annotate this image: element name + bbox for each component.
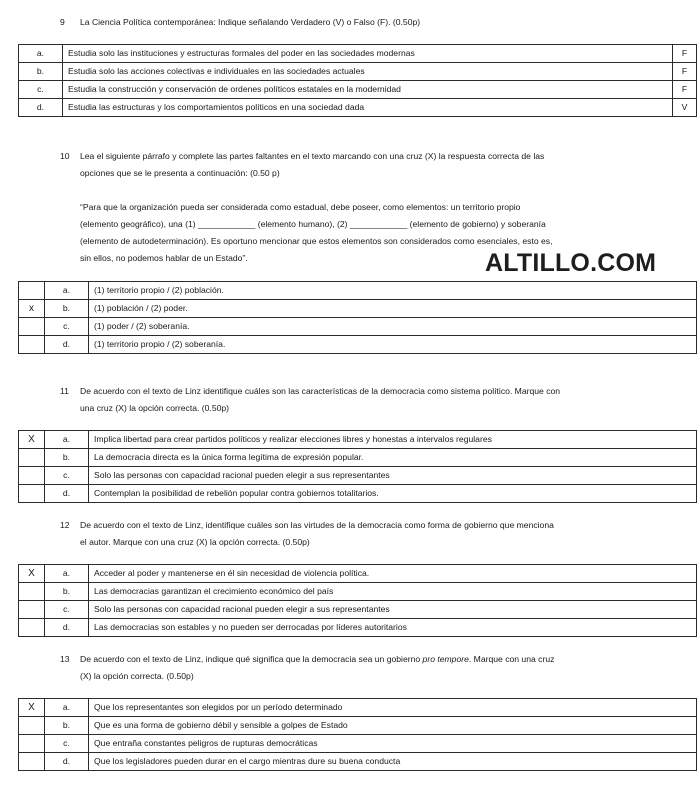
option-text: (1) poder / (2) soberanía.: [89, 318, 697, 336]
watermark-logo: ALTILLO.COM: [485, 249, 657, 277]
option-letter: c.: [45, 735, 89, 753]
question-11-header: [60, 383, 690, 417]
quote-line: (elemento de autodeterminación). Es oportuno mencionar que estos elementos son considerados como esenciales, esto es,: [80, 236, 553, 246]
answer-mark-cell[interactable]: [19, 717, 45, 735]
quote-line: sin ellos, no podemos hablar de un Estado”.: [80, 253, 248, 263]
table-row: [19, 300, 697, 318]
option-letter: c.: [45, 467, 89, 485]
table-row: [19, 565, 697, 583]
option-letter: a.: [45, 282, 89, 300]
answer-mark-cell[interactable]: [19, 619, 45, 637]
option-letter: d.: [45, 485, 89, 503]
question-text-line1: De acuerdo con el texto de Linz identifique cuáles son las características de la democracia como sistema político. Marque con: [80, 386, 561, 396]
answer-cell[interactable]: F: [673, 63, 697, 81]
option-letter: d.: [45, 619, 89, 637]
table-row: [19, 619, 697, 637]
q13-table: [18, 698, 697, 771]
option-letter: b.: [45, 583, 89, 601]
question-text-line2: el autor. Marque con una cruz (X) la opción correcta. (0.50p): [80, 537, 310, 547]
table-row: [19, 449, 697, 467]
option-text: Las democracias garantizan el crecimiento económico del país: [89, 583, 697, 601]
table-row: [19, 318, 697, 336]
table-row: [19, 81, 697, 99]
option-text: Las democracias son estables y no pueden ser derrocadas por líderes autoritarios: [89, 619, 697, 637]
quote-line: “Para que la organización pueda ser considerada como estadual, debe poseer, como elementos: un territorio propio: [80, 202, 521, 212]
table-row: [19, 601, 697, 619]
option-text: Estudia solo las acciones colectivas e individuales en las sociedades actuales: [63, 63, 673, 81]
option-text: Solo las personas con capacidad racional pueden elegir a sus representantes: [89, 467, 697, 485]
table-row: [19, 485, 697, 503]
answer-mark-cell[interactable]: x: [19, 300, 45, 318]
table-row: [19, 63, 697, 81]
question-number: 10: [60, 151, 70, 161]
option-letter: a.: [19, 45, 63, 63]
q9-table: [18, 44, 697, 117]
option-text: Solo las personas con capacidad racional pueden elegir a sus representantes: [89, 601, 697, 619]
option-letter: a.: [45, 431, 89, 449]
table-row: [19, 431, 697, 449]
option-text: Estudia la construcción y conservación de ordenes políticos estatales en la modernidad: [63, 81, 673, 99]
question-number: 13: [60, 654, 70, 664]
option-text: Que entraña constantes peligros de rupturas democráticas: [89, 735, 697, 753]
option-letter: d.: [45, 336, 89, 354]
option-letter: a.: [45, 565, 89, 583]
option-letter: b.: [45, 300, 89, 318]
question-number: 9: [60, 17, 65, 27]
option-text: La democracia directa es la única forma legítima de expresión popular.: [89, 449, 697, 467]
table-row: [19, 45, 697, 63]
q10-table: [18, 281, 697, 354]
option-letter: b.: [19, 63, 63, 81]
option-text: Estudia las estructuras y los comportamientos políticos en una sociedad dada: [63, 99, 673, 117]
option-text: Acceder al poder y mantenerse en él sin necesidad de violencia política.: [89, 565, 697, 583]
table-row: [19, 467, 697, 485]
answer-cell[interactable]: F: [673, 81, 697, 99]
answer-mark-cell[interactable]: X: [19, 699, 45, 717]
answer-mark-cell[interactable]: [19, 449, 45, 467]
option-letter: b.: [45, 449, 89, 467]
table-row: [19, 282, 697, 300]
answer-mark-cell[interactable]: [19, 601, 45, 619]
question-text-line2: una cruz (X) la opción correcta. (0.50p): [80, 403, 230, 413]
question-13-header: [60, 651, 690, 685]
option-text: Que los legisladores pueden durar en el cargo mientras dure su buena conducta: [89, 753, 697, 771]
option-letter: c.: [45, 601, 89, 619]
option-letter: c.: [19, 81, 63, 99]
answer-mark-cell[interactable]: X: [19, 431, 45, 449]
answer-mark-cell[interactable]: [19, 282, 45, 300]
question-10-header: [60, 148, 690, 182]
option-text: Que los representantes son elegidos por un período determinado: [89, 699, 697, 717]
question-text-line1-post: . Marque con una cruz: [468, 654, 555, 664]
option-text: (1) territorio propio / (2) población.: [89, 282, 697, 300]
question-text: La Ciencia Política contemporánea: Indique señalando Verdadero (V) o Falso (F). (0.50p): [80, 17, 421, 27]
answer-mark-cell[interactable]: [19, 485, 45, 503]
q11-table: [18, 430, 697, 503]
question-text-line2: opciones que se le presenta a continuación: (0.50 p): [80, 168, 280, 178]
question-12-header: [60, 517, 690, 551]
option-letter: b.: [45, 717, 89, 735]
option-text: (1) territorio propio / (2) soberanía.: [89, 336, 697, 354]
option-letter: d.: [19, 99, 63, 117]
answer-mark-cell[interactable]: X: [19, 565, 45, 583]
option-text: (1) población / (2) poder.: [89, 300, 697, 318]
question-number: 12: [60, 520, 70, 530]
quote-line: (elemento geográfico), una (1) ____________ (elemento humano), (2) ____________ (elemento de gobierno) y soberanía: [80, 219, 546, 229]
table-row: [19, 583, 697, 601]
table-row: [19, 99, 697, 117]
question-text-line1: De acuerdo con el texto de Linz, identifique cuáles son las virtudes de la democracia como forma de gobierno que menciona: [80, 520, 554, 530]
answer-cell[interactable]: V: [673, 99, 697, 117]
table-row: [19, 753, 697, 771]
q12-table: [18, 564, 697, 637]
question-number: 11: [60, 386, 69, 396]
question-text-line1: Lea el siguiente párrafo y complete las partes faltantes en el texto marcando con una cruz (X) la respuesta correcta de las: [80, 151, 545, 161]
answer-mark-cell[interactable]: [19, 318, 45, 336]
option-text: Contemplan la posibilidad de rebelión popular contra gobiernos totalitarios.: [89, 485, 697, 503]
option-letter: d.: [45, 753, 89, 771]
answer-mark-cell[interactable]: [19, 735, 45, 753]
question-text-line2: (X) la opción correcta. (0.50p): [80, 671, 194, 681]
table-row: [19, 699, 697, 717]
answer-cell[interactable]: F: [673, 45, 697, 63]
option-text: Implica libertad para crear partidos políticos y realizar elecciones libres y honestas a intervalos regulares: [89, 431, 697, 449]
table-row: [19, 717, 697, 735]
question-text-line1-pre: De acuerdo con el texto de Linz, indique qué significa que la democracia sea un gobierno: [80, 654, 423, 664]
answer-mark-cell[interactable]: [19, 583, 45, 601]
option-letter: c.: [45, 318, 89, 336]
option-text: Que es una forma de gobierno débil y sensible a golpes de Estado: [89, 717, 697, 735]
table-row: [19, 735, 697, 753]
table-row: [19, 336, 697, 354]
option-text: Estudia solo las instituciones y estructuras formales del poder en las sociedades modernas: [63, 45, 673, 63]
answer-mark-cell[interactable]: [19, 336, 45, 354]
option-letter: a.: [45, 699, 89, 717]
question-9-header: [60, 14, 420, 31]
answer-mark-cell[interactable]: [19, 753, 45, 771]
answer-mark-cell[interactable]: [19, 467, 45, 485]
question-text-italic: pro tempore: [422, 654, 469, 664]
